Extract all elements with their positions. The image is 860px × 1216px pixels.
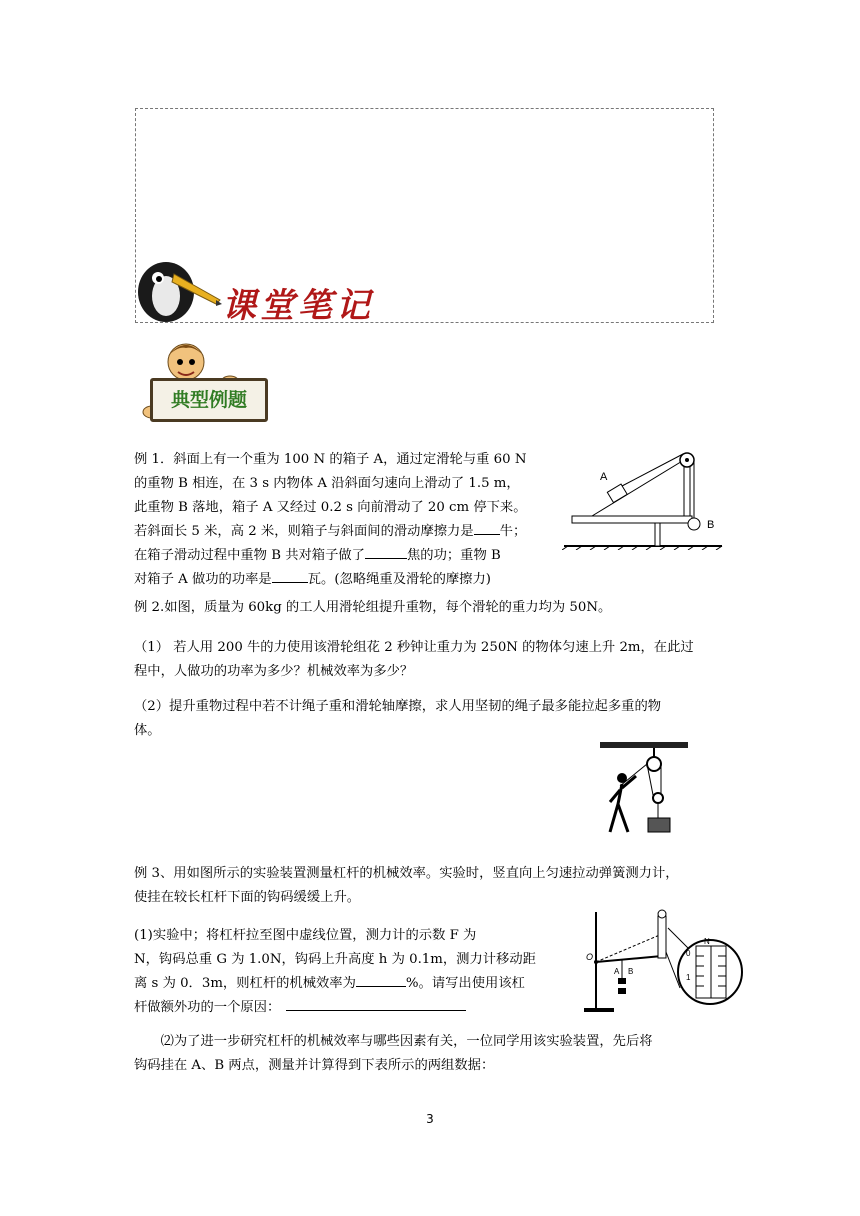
answer-blank[interactable] [365,544,407,559]
example-1 [134,448,564,592]
pulley-worker-figure [598,742,690,840]
fig-label-b: B [707,519,715,531]
ex1-line: 此重物 B 落地，箱子 A 又经过 0.2 s 向前滑动了 20 cm 停下来。 [134,500,527,515]
fig-label-a: A [614,967,620,976]
answer-blank[interactable] [474,520,500,535]
answer-blank[interactable] [272,568,308,583]
lever-apparatus-figure [578,908,744,1014]
answer-blank[interactable] [286,996,466,1011]
fig-label-a: A [600,471,608,483]
ex3-part-2: ⑵为了进一步研究杠杆的机械效率与哪些因素有关，一位同学用该实验装置，先后将 钩码挂在 A、B 两点，测量并计算得到下表所示的两组数据： [134,1034,653,1073]
penguin-pen-icon [136,248,222,322]
answer-blank[interactable] [356,972,406,987]
incline-pulley-figure [562,446,728,550]
section-sign: 典型例题 [150,378,268,422]
fig-label-n: N [704,937,710,946]
ex2-question-2: （2）提升重物过程中若不计绳子重和滑轮轴摩擦，求人用坚韧的绳子最多能拉起多重的物 体。 [134,699,662,738]
ex1-line: 若斜面长 5 米，高 2 米，则箱子与斜面间的滑动摩擦力是 牛； [134,520,564,544]
notes-title: 课堂笔记 [222,286,374,326]
fig-label-o: O [586,952,594,962]
ex1-line: 例 1．斜面上有一个重为 100 N 的箱子 A，通过定滑轮与重 60 N [134,452,527,467]
fig-label-b: B [628,967,634,976]
page-number: 3 [426,1112,434,1126]
ex1-line: 对箱子 A 做功的功率是 瓦。(忽略绳重及滑轮的摩擦力) [134,568,564,592]
ex1-line: 在箱子滑动过程中重物 B 共对箱子做了 焦的功；重物 B [134,544,564,568]
ex3-part-1: (1)实验中；将杠杆拉至图中虚线位置，测力计的示数 F 为 N，钩码总重 G 为 1.0N，钩码上升高度 h 为 0.1m，测力计移动距 离 s 为 0．3m，则杠杆的机械效率为 %。请写出使用该杠 杆做额外功的一个原因： [134,928,536,1015]
fig-label-1: 1 [686,973,691,982]
ex3-intro: 例 3、用如图所示的实验装置测量杠杆的机械效率。实验时，竖直向上匀速拉动弹簧测力计， 使挂在较长杠杆下面的钩码缓缓上升。 [134,866,679,905]
ex1-line: 的重物 B 相连，在 3 s 内物体 A 沿斜面匀速向上滑动了 1.5 m， [134,476,520,491]
ex2-question-1: （1） 若人用 200 牛的力使用该滑轮组花 2 秒钟让重力为 250N 的物体匀速上升 2m，在此过 程中，人做功的功率为多少？机械效率为多少？ [134,640,694,679]
ex2-intro: 例 2.如图，质量为 60kg 的工人用滑轮组提升重物，每个滑轮的重力均为 50N。 [134,600,612,615]
fig-label-0: 0 [686,949,691,958]
